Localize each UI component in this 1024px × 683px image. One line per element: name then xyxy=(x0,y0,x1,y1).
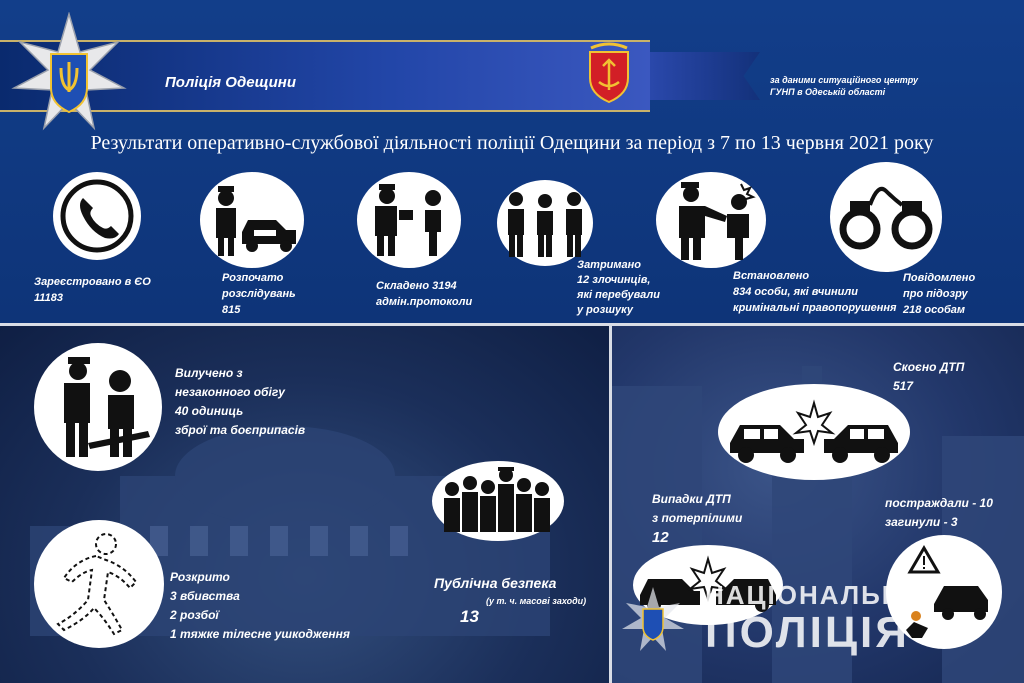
arrest-circle xyxy=(656,172,766,268)
solved-circle xyxy=(34,520,164,648)
top-panel xyxy=(0,0,1024,326)
weapon-seizure-icon xyxy=(38,351,158,463)
stat-suspicion: Повідомлено про підозру 218 особам xyxy=(903,272,976,316)
police-badge-watermark-icon xyxy=(618,585,688,655)
data-source-note: за даними ситуаційного центру ГУНП в Одеській області xyxy=(770,75,919,97)
stat-registered: Зареєстровано в ЄО 11183 xyxy=(34,276,151,304)
stat-investigations: Розпочато розслідувань 815 xyxy=(222,272,296,316)
national-police-watermark: НАЦІОНАЛЬНА ПОЛІЦІЯ xyxy=(705,580,924,657)
handcuffs-icon xyxy=(836,177,936,257)
car-crash-icon xyxy=(724,397,904,467)
stat-identified: Встановлено 834 особи, які вчинили кримінальні правопорушення xyxy=(733,270,897,314)
weapons-text: Вилучено з незаконного обігу 40 одиниць зброї та боєприпасів xyxy=(175,366,306,437)
coat-of-arms-icon xyxy=(585,42,633,104)
police-star-icon xyxy=(6,12,132,138)
police-car-icon xyxy=(204,180,300,260)
body-outline-icon xyxy=(44,528,154,640)
detained-circle xyxy=(497,180,593,266)
banner-ribbon-tail xyxy=(650,52,760,100)
crowd-icon xyxy=(438,465,558,537)
protocol-circle xyxy=(357,172,461,268)
handcuffs-circle xyxy=(830,162,942,272)
stat-detained: Затримано 12 злочинців, які перебували у розшуку xyxy=(577,259,660,316)
public-safety-value: 13 xyxy=(460,607,479,626)
dtp-injured-text: Випадки ДТП з потерпілими 12 xyxy=(652,492,743,546)
police-car-circle xyxy=(200,172,304,268)
victims-text: постраждали - 10 загинули - 3 xyxy=(885,496,993,529)
page-title: Результати оперативно-службової діяльності поліції Одещини за період з 7 по 13 червня 2021 року xyxy=(90,132,934,154)
protocol-icon xyxy=(361,180,457,260)
arrest-icon xyxy=(661,178,761,262)
detained-icon xyxy=(500,185,590,261)
public-safety-note: (у т. ч. масові заходи) xyxy=(486,596,587,606)
dtp-total: Скоєно ДТП 517 xyxy=(893,360,965,393)
solved-text: Розкрито 3 вбивства 2 розбої 1 тяжке тілесне ушкодження xyxy=(170,570,350,641)
public-safety-circle xyxy=(432,461,564,541)
dtp-circle xyxy=(718,384,910,480)
phone-circle xyxy=(53,172,141,260)
brand-name: Поліція Одещини xyxy=(165,74,297,91)
weapons-circle xyxy=(34,343,162,471)
public-safety-label: Публічна безпека xyxy=(434,575,557,591)
phone-icon xyxy=(57,176,137,256)
stat-protocols: Складено 3194 адмін.протоколи xyxy=(376,280,473,308)
